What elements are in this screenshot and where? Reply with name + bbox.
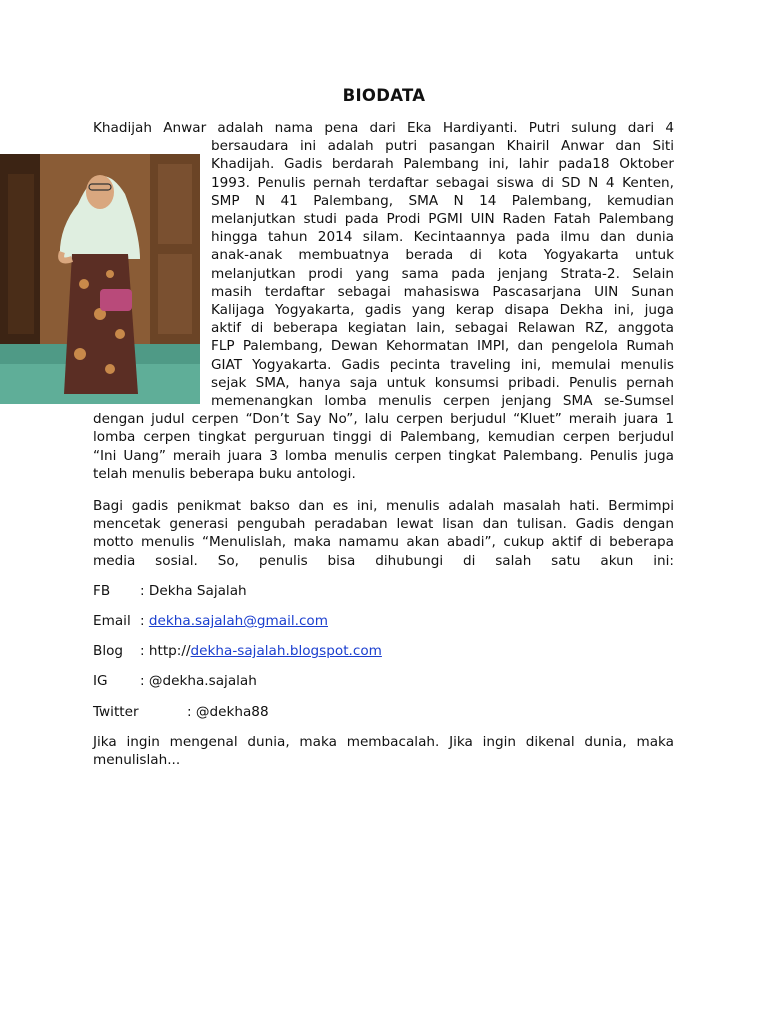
text-line: sejak SMA, hanya saja untuk konsumsi pribadi. Penulis pernah — [211, 374, 674, 391]
contact-fb — [93, 582, 674, 600]
contact-blog — [93, 642, 674, 660]
contact-value: : Dekha Sajalah — [140, 582, 247, 599]
document-body — [93, 119, 674, 769]
closing-paragraph — [93, 733, 674, 769]
page-title: BIODATA — [342, 86, 426, 105]
text-line: aktif di beberapa kegiatan lain, sebagai Relawan RZ, anggota — [211, 320, 674, 337]
text-line: media sosial. So, penulis bisa dihubungi di salah satu akun ini: — [93, 552, 674, 569]
contact-ig — [93, 672, 674, 690]
text-line: Bagi gadis penikmat bakso dan es ini, menulis adalah masalah hati. Bermimpi — [93, 498, 674, 515]
text-line: bersaudara ini adalah putri pasangan Khairil Anwar dan Siti — [211, 138, 674, 155]
text-line: FLP Palembang, Dewan Kehormatan IMPI, dan pengelola Rumah — [211, 338, 674, 355]
contact-prefix: : — [140, 613, 149, 630]
paragraph-2 — [93, 497, 674, 570]
contact-prefix: : http:// — [140, 643, 191, 660]
text-line: Khadijah Anwar adalah nama pena dari Eka Hardiyanti. Putri sulung dari 4 — [93, 120, 674, 136]
text-line: melanjutkan studi pada Prodi PGMI UIN Raden Fatah Palembang — [211, 211, 674, 228]
contact-email — [93, 612, 674, 630]
text-line: Jika ingin mengenal dunia, maka membacalah. Jika ingin dikenal dunia, maka — [93, 733, 674, 750]
text-line: “Ini Uang” meraih juara 3 lomba menulis cerpen tingkat Palembang. Penulis juga — [93, 447, 674, 464]
text-line: motto menulis “Menulislah, maka namamu akan abadi”, cukup aktif di beberapa — [93, 534, 674, 551]
blog-link[interactable]: dekha-sajalah.blogspot.com — [190, 643, 382, 660]
contact-label: Email — [93, 613, 131, 630]
contact-value: : @dekha.sajalah — [140, 673, 257, 690]
text-line: 1993. Penulis pernah terdaftar sebagai siswa di SD N 4 Kenten, — [211, 174, 674, 191]
paragraph-1 — [93, 119, 674, 483]
text-line: telah menulis beberapa buku antologi. — [93, 465, 356, 482]
text-line: masih terdaftar sebagai mahasiswa Pascasarjana UIN Sunan — [211, 283, 674, 300]
text-line: anak-anak membuatnya berada di kota Yogyakarta untuk — [211, 247, 674, 264]
text-line: mencetak generasi pengubah peradaban lewat lisan dan tulisan. Gadis dengan — [93, 516, 674, 533]
contact-label: IG — [93, 673, 108, 690]
text-line: hingga tahun 2014 silam. Kecintaannya pada ilmu dan dunia — [211, 229, 674, 246]
text-line: GIAT Yogyakarta. Gadis pecinta traveling ini, memulai menulis — [211, 356, 674, 373]
email-link[interactable]: dekha.sajalah@gmail.com — [148, 613, 328, 630]
text-line: SMP N 41 Palembang, SMA N 14 Palembang, kemudian — [211, 192, 674, 209]
contact-label: Twitter — [93, 703, 139, 720]
text-line: Khadijah. Gadis berdarah Palembang ini, lahir pada18 Oktober — [211, 156, 674, 173]
contact-twitter — [93, 703, 674, 721]
contact-label: FB — [93, 582, 111, 599]
text-line: lomba cerpen tingkat perguruan tinggi di Palembang, kemudian cerpen berjudul — [93, 429, 674, 446]
contact-label: Blog — [93, 643, 124, 660]
contact-value: : @dekha88 — [187, 703, 269, 720]
text-line: menulislah... — [93, 752, 181, 769]
text-line: melanjutkan prodi yang sama pada jenjang Strata-2. Selain — [211, 265, 674, 282]
text-line: Kalijaga Yogyakarta, gadis yang kerap disapa Dekha ini, juga — [211, 302, 674, 319]
text-line: memenangkan lomba menulis cerpen jenjang SMA se-Sumsel — [211, 393, 674, 410]
text-line: dengan judul cerpen “Don’t Say No”, lalu cerpen berjudul “Kluet” meraih juara 1 — [93, 411, 674, 428]
